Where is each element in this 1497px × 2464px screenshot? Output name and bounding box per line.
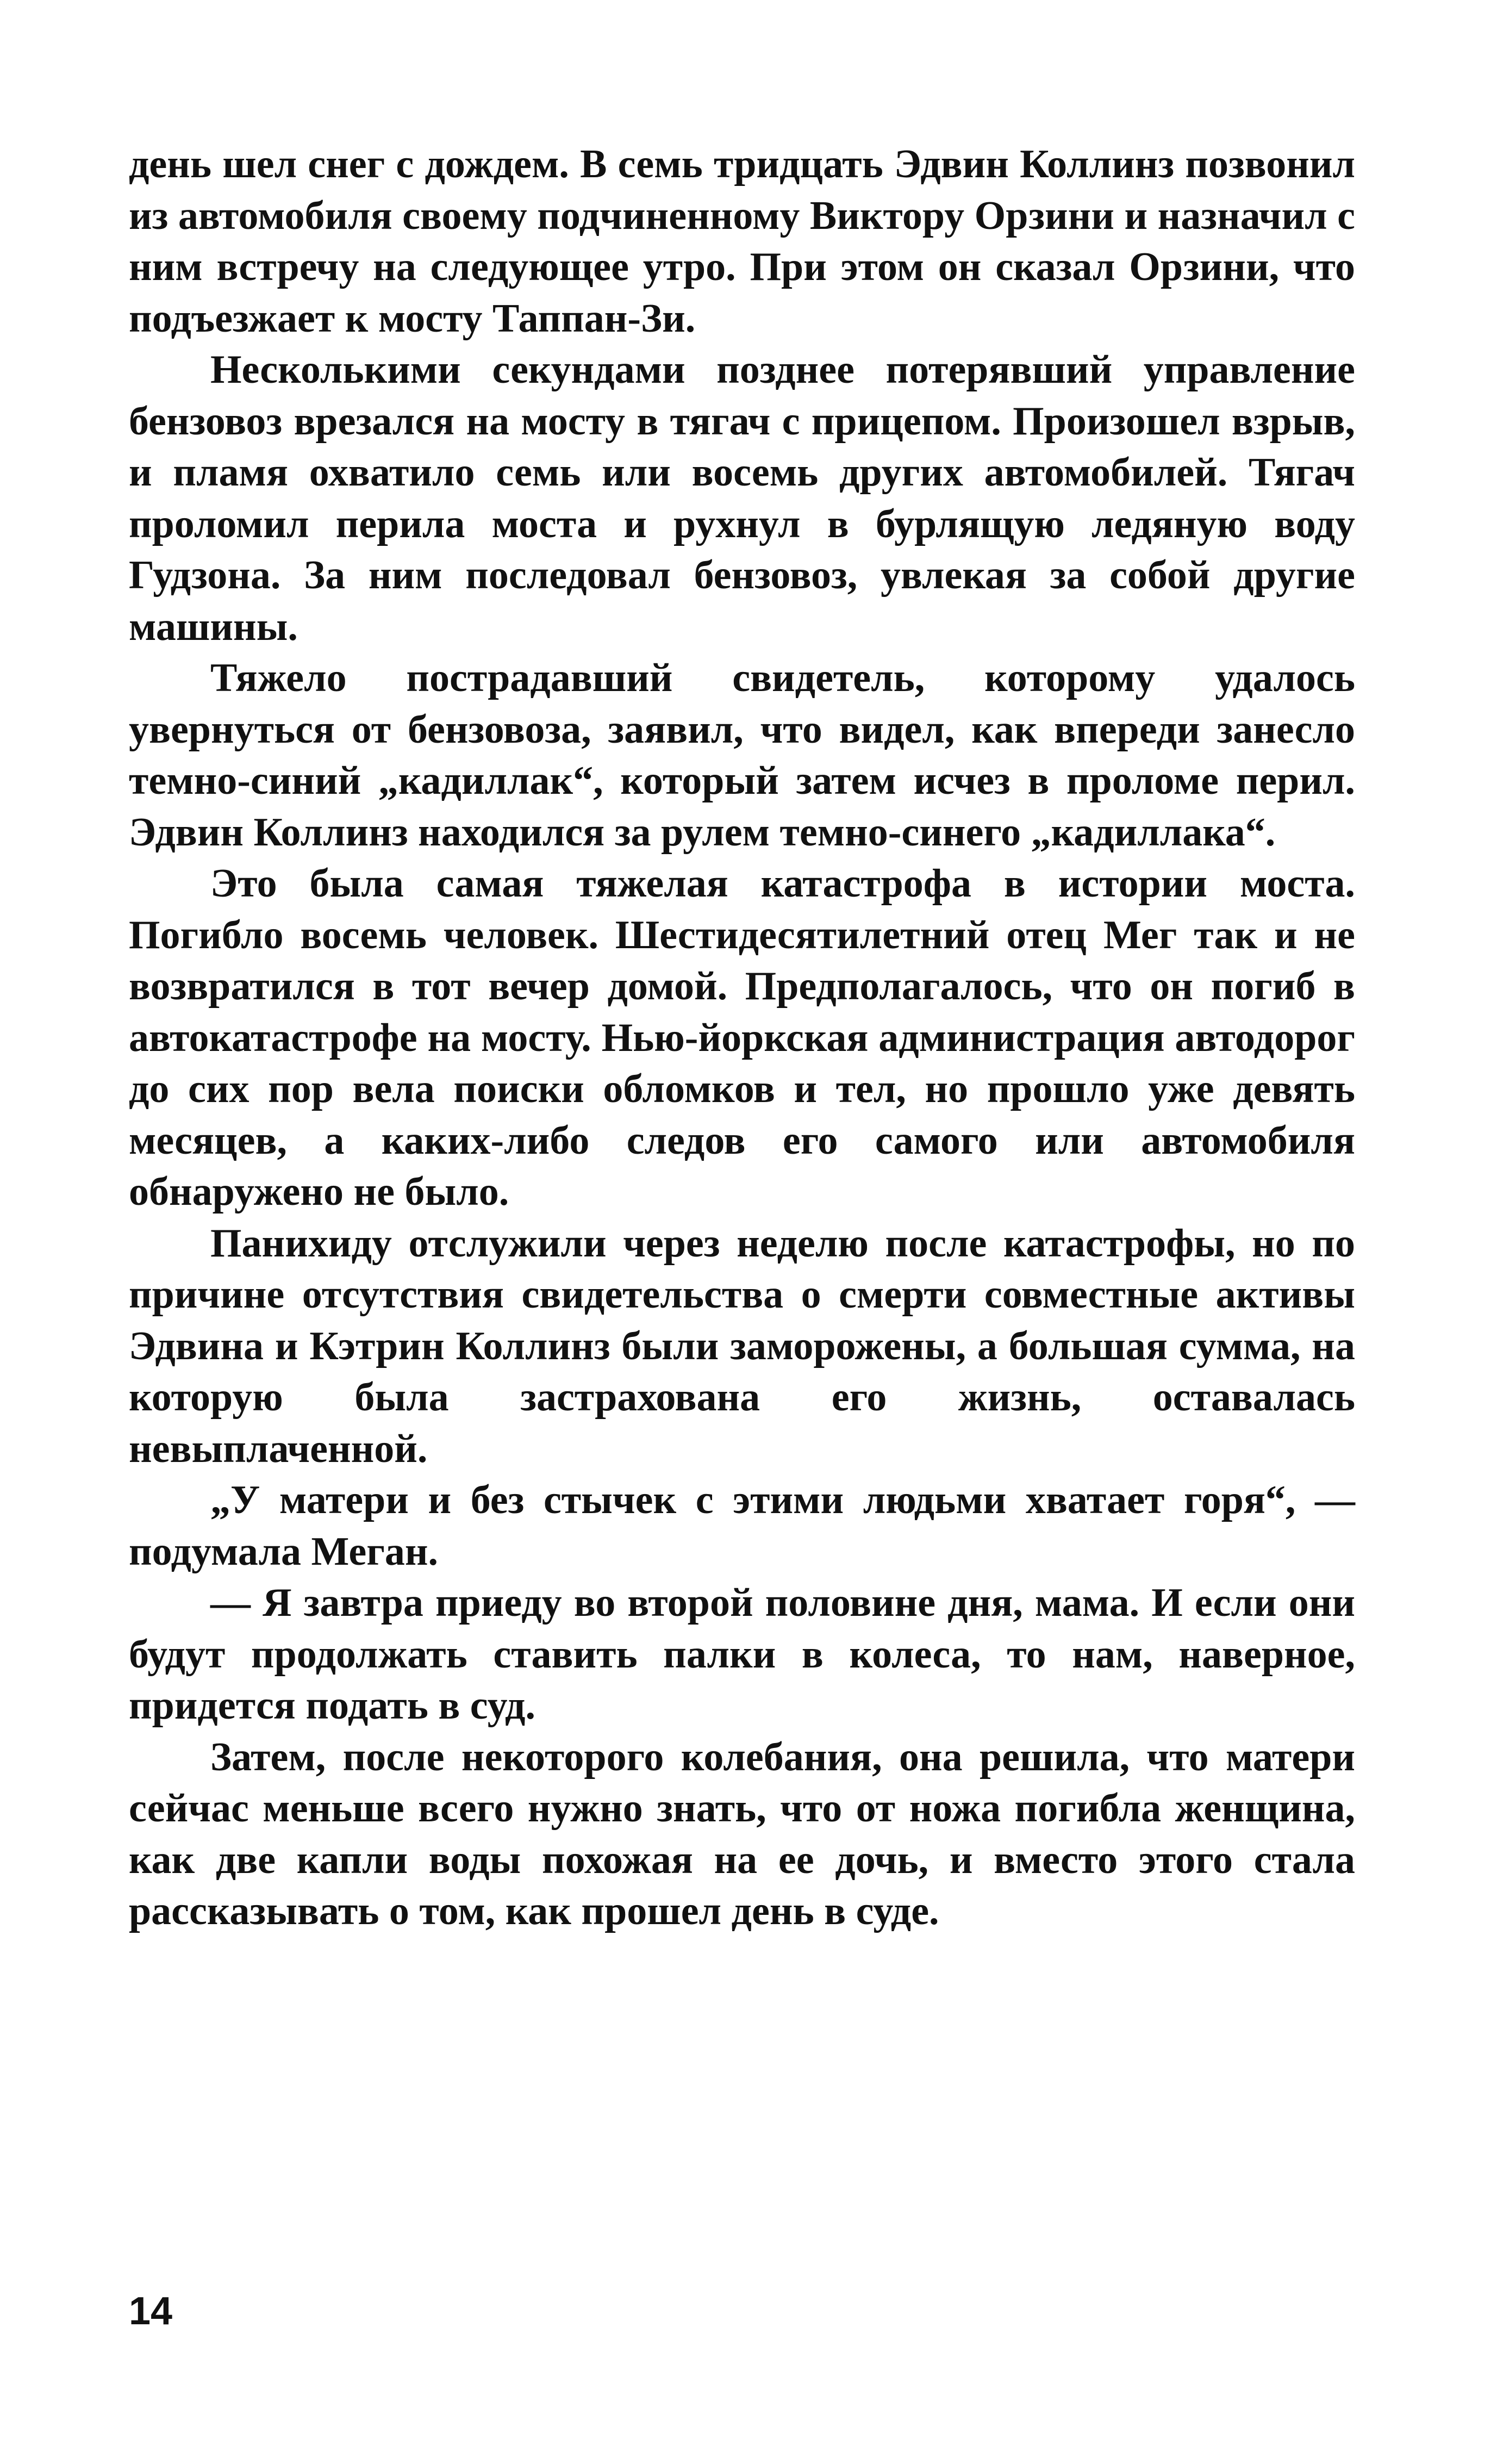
paragraph-7: — Я завтра приеду во второй половине дня, мама. И если они будут продолжать ставить палки в колеса, то нам, наверное, придется подать в суд. xyxy=(129,1581,1355,1728)
paragraph-1: день шел снег с дождем. В семь тридцать Эдвин Коллинз позвонил из автомобиля своему подчиненному Виктору Орзини и назначил с ним встречу на следующее утро. При этом он сказал Орзини, что подъезжает к мосту Таппан-Зи. xyxy=(129,142,1355,341)
paragraph-3: Тяжело пострадавший свидетель, которому удалось увернуться от бензовоза, заявил, что видел, как впереди занесло темно-синий „кадиллак“, который затем исчез в проломе перил. Эдвин Коллинз находился за рулем темно-синего „кадиллака“. xyxy=(129,656,1355,855)
body-text xyxy=(129,139,1355,1937)
page-number: 14 xyxy=(129,2289,173,2333)
book-page xyxy=(129,139,1355,2422)
paragraph-5: Панихиду отслужили через неделю после катастрофы, но по причине отсутствия свидетельства о смерти совместные активы Эдвина и Кэтрин Коллинз были заморожены, а большая сумма, на которую была застрахована его жизнь, оставалась невыплаченной. xyxy=(129,1221,1355,1471)
paragraph-8: Затем, после некоторого колебания, она решила, что матери сейчас меньше всего нужно знать, что от ножа погибла женщина, как две капли воды похожая на ее дочь, и вместо этого стала рассказывать о том, как прошел день в суде. xyxy=(129,1734,1355,1933)
paragraph-4: Это была самая тяжелая катастрофа в истории моста. Погибло восемь человек. Шестидесятилетний отец Мег так и не возвратился в тот вечер домой. Предполагалось, что он погиб в автокатастрофе на мосту. Нью-йоркская администрация автодорог до сих пор вела поиски обломков и тел, но прошло уже девять месяцев, а каких-либо следов его самого или автомобиля обнаружено не было. xyxy=(129,861,1355,1214)
paragraph-2: Несколькими секундами позднее потерявший управление бензовоз врезался на мосту в тягач с прицепом. Произошел взрыв, и пламя охватило семь или восемь других автомобилей. Тягач проломил перила моста и рухнул в бурлящую ледяную воду Гудзона. За ним последовал бензовоз, увлекая за собой другие машины. xyxy=(129,347,1355,649)
paragraph-6: „У матери и без стычек с этими людьми хватает горя“, — подумала Меган. xyxy=(129,1478,1355,1574)
